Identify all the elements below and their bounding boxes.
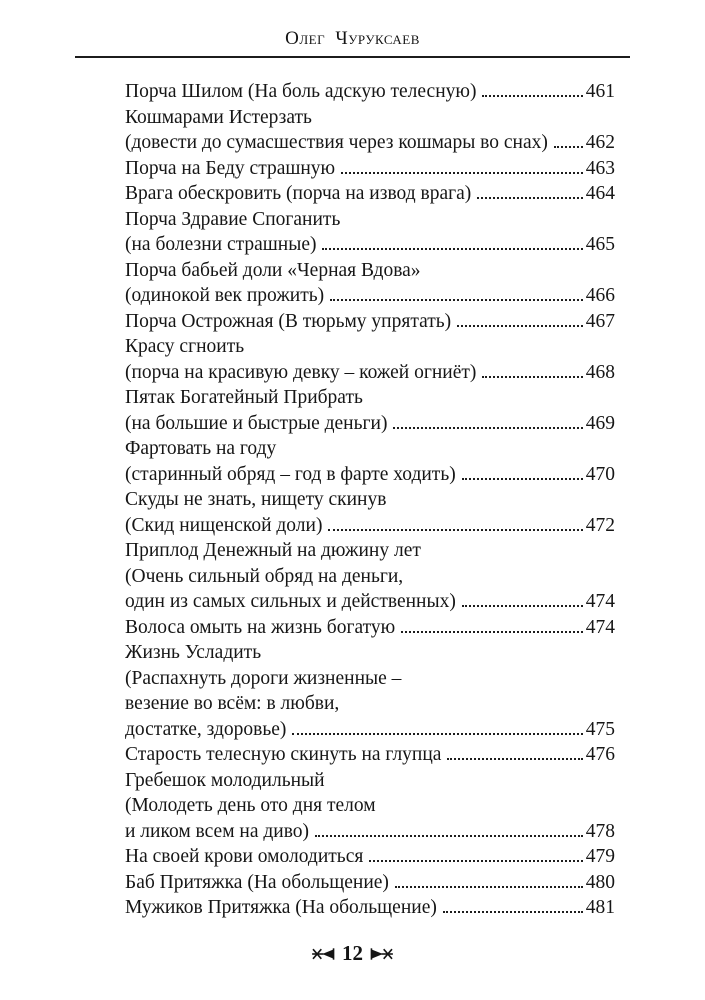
toc-entry-text: (на болезни страшные) (125, 234, 317, 255)
toc-line (125, 742, 615, 768)
toc-entry-text: Приплод Денежный на дюжину лет (125, 540, 421, 561)
toc-line (125, 283, 615, 309)
toc-entry-text: (Молодеть день ото дня телом (125, 795, 376, 816)
dot-leader (477, 197, 582, 199)
dot-leader (322, 248, 582, 250)
dot-leader (330, 299, 583, 301)
toc-page-number: 476 (585, 744, 615, 765)
dot-leader (447, 758, 582, 760)
footer-ornament-left-icon (312, 947, 335, 961)
toc-page-number: 469 (585, 412, 615, 434)
toc-page-number: 461 (585, 81, 615, 102)
toc-entry-text: Гребешок молодильный (125, 769, 325, 791)
toc-entry-text: (одинокой век прожить) (125, 285, 325, 306)
dot-leader (457, 325, 583, 327)
toc-entry-text: (довести до сумасшествия через кошмары во снах) (125, 132, 548, 153)
toc-page-number: 468 (585, 361, 615, 383)
toc-entry-text: Порча Здравие Споганить (125, 208, 341, 230)
running-head-author: Олег Чуруксаев (285, 28, 420, 49)
toc-line (125, 105, 615, 131)
toc-line (125, 360, 615, 386)
footer-ornament-right-icon (370, 947, 393, 961)
toc-entry-text: Пятак Богатейный Прибрать (125, 387, 363, 408)
toc-entry-text: Мужиков Притяжка (На обольщение) (125, 897, 437, 918)
dot-leader (395, 886, 583, 888)
toc-line (125, 385, 615, 411)
page-footer (0, 941, 705, 966)
toc-entry-text: Старость телесную скинуть на глупца (125, 744, 442, 765)
toc-list (125, 79, 615, 921)
toc-entry-text: везение во всём: в любви, (125, 693, 340, 714)
toc-page-number: 466 (585, 285, 615, 306)
dot-leader (292, 733, 582, 735)
toc-entry-text: (Распахнуть дороги жизненные – (125, 667, 402, 689)
toc-entry-text: Фартовать на году (125, 438, 277, 459)
toc-page-number: 478 (585, 820, 615, 842)
toc-line (125, 156, 615, 182)
dot-leader (315, 835, 583, 837)
dot-leader (462, 478, 583, 480)
running-head (75, 28, 630, 50)
toc-entry-text: (порча на красивую девку – кожей огниёт) (125, 361, 477, 383)
toc-line (125, 487, 615, 513)
toc-entry-text: (старинный обряд – год в фарте ходить) (125, 463, 456, 485)
toc-entry-text: Баб Притяжка (На обольщение) (125, 871, 389, 893)
toc-line (125, 666, 615, 692)
toc-line (125, 589, 615, 615)
toc-entry-text: один из самых сильных и действенных) (125, 591, 456, 612)
toc-page-number: 470 (585, 463, 615, 485)
toc-entry-text: Скуды не знать, нищету скинув (125, 489, 387, 510)
toc-line (125, 436, 615, 462)
dot-leader (393, 427, 582, 429)
toc-line (125, 691, 615, 717)
toc-line (125, 258, 615, 284)
toc-entry-text: и ликом всем на диво) (125, 820, 310, 842)
toc-line (125, 538, 615, 564)
dot-leader (443, 911, 583, 913)
dot-leader (341, 172, 583, 174)
toc-entry-text: Красу сгноить (125, 336, 245, 357)
toc-entry-text: Жизнь Усладить (125, 642, 262, 663)
toc-page-number: 467 (585, 310, 615, 332)
toc-page-number: 474 (585, 616, 615, 638)
toc-entry-text: Врага обескровить (порча на извод врага) (125, 183, 472, 204)
dot-leader (328, 529, 582, 531)
toc-line (125, 462, 615, 488)
dot-leader (401, 631, 583, 633)
toc-entry-text: (на большие и быстрые деньги) (125, 412, 388, 434)
dot-leader (482, 376, 582, 378)
toc-entry-text: достатке, здоровье) (125, 718, 287, 740)
toc-page-number: 472 (585, 514, 615, 536)
toc-line (125, 130, 615, 156)
toc-page-number: 465 (585, 234, 615, 255)
toc-line (125, 615, 615, 641)
dot-leader (554, 146, 583, 148)
toc-line (125, 844, 615, 870)
toc-line (125, 181, 615, 207)
toc-line (125, 819, 615, 845)
toc-entry-text: Кошмарами Истерзать (125, 106, 312, 128)
toc-page-number: 463 (585, 157, 615, 179)
dot-leader (462, 605, 583, 607)
toc-line (125, 768, 615, 794)
toc-line (125, 793, 615, 819)
toc-line (125, 232, 615, 258)
toc-line (125, 640, 615, 666)
toc-entry-text: Волоса омыть на жизнь богатую (125, 616, 396, 638)
dot-leader (369, 860, 582, 862)
toc-line (125, 207, 615, 233)
toc-entry-text: (Очень сильный обряд на деньги, (125, 565, 404, 587)
toc-page-number: 479 (585, 846, 615, 867)
header-rule (75, 56, 630, 58)
toc-line (125, 79, 615, 105)
toc-entry-text: Порча бабьей доли «Черная Вдова» (125, 259, 421, 281)
toc-entry-text: (Скид нищенской доли) (125, 514, 323, 536)
toc-page-number: 462 (585, 132, 615, 153)
toc-line (125, 895, 615, 921)
toc-page-number: 480 (585, 871, 615, 893)
toc-line (125, 870, 615, 896)
toc-page-number: 481 (585, 897, 615, 918)
toc-line (125, 717, 615, 743)
toc-line (125, 564, 615, 590)
toc-entry-text: Порча Острожная (В тюрьму упрятать) (125, 310, 452, 332)
toc-entry-text: На своей крови омолодиться (125, 846, 364, 867)
toc-entry-text: Порча на Беду страшную (125, 157, 336, 179)
toc-entry-text: Порча Шилом (На боль адскую телесную) (125, 81, 477, 102)
toc-line (125, 309, 615, 335)
toc-page-number: 464 (585, 183, 615, 204)
toc-line (125, 334, 615, 360)
toc-page-number: 475 (585, 718, 615, 740)
toc-page-number: 474 (585, 591, 615, 612)
footer-page-number: 12 (342, 941, 363, 965)
toc-line (125, 411, 615, 437)
dot-leader (482, 95, 582, 97)
toc-line (125, 513, 615, 539)
